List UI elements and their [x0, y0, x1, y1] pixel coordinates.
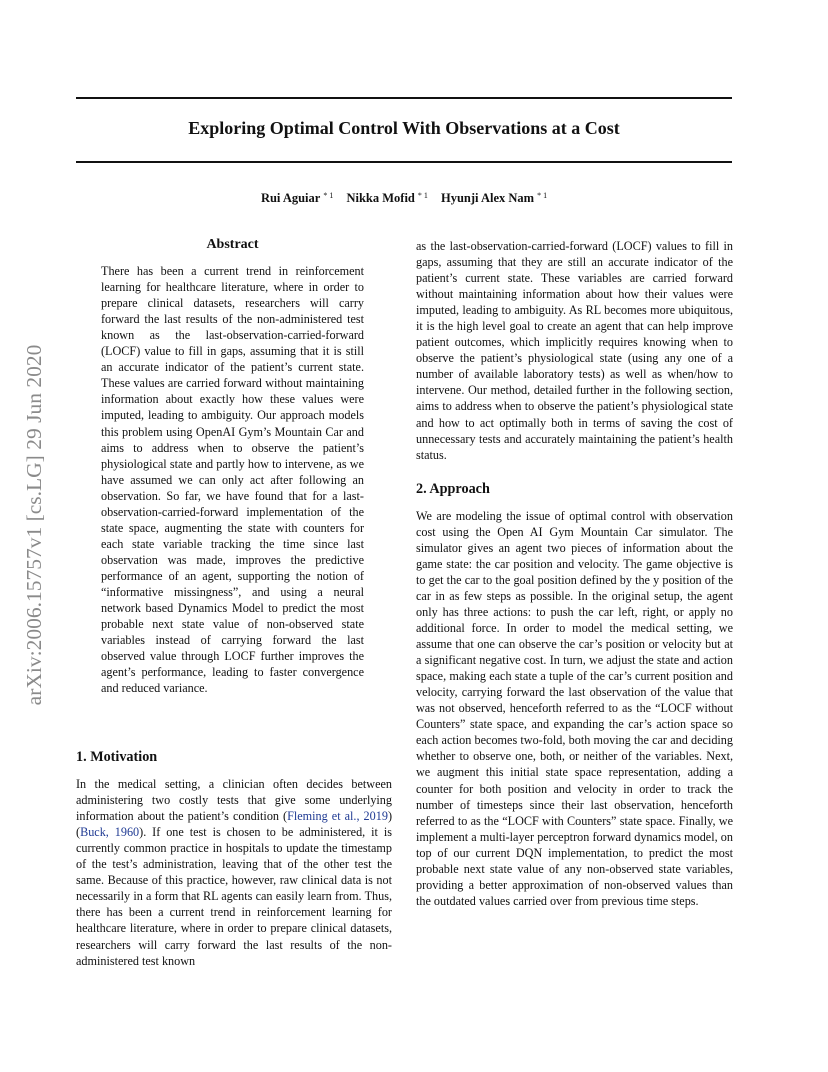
arxiv-stamp	[22, 290, 46, 760]
right-column	[416, 238, 733, 909]
abstract-text: There has been a current trend in reinforcement learning for healthcare literature, where in order to prepare clinical datasets, researchers will carry forward the last results of the non-administered test known as the last-observation-carried-forward (LOCF) value to fill in gaps, assuming that it is still an accurate indicator of the patient’s current state. These values are carried forward without maintaining information about exactly how these values were imputed, leading to ambiguity. Our approach models this problem using OpenAI Gym’s Mountain Car and aims to address when to observe the patient’s physiological state and partly how to intervene, as we have assumed we can only act after following an observation. So far, we have found that for a last-observation-carried-forward implementation of the state space, augmenting the state with counters for each state variable tracking the time since last observation was made, improves the predictive performance of an agent, supporting the notion of “informative missingness”, and using a neural network based Dynamics Model to predict the most probable next state value of non-observed state variables instead of carrying forward the last observed value through LOCF further improves the agent’s performance, leading to faster convergence and reduced variance.	[101, 264, 364, 696]
motivation-continued-text: as the last-observation-carried-forward (LOCF) values to fill in gaps, assuming that they are still an accurate indicator of the patient’s current state. These variables are carried forward without maintaining information about how their values were imputed, leading to ambiguity. As RL becomes more ubiquitous, it is the high level goal to create an agent that can help improve patient outcomes, which implicitly requires knowing when to observe the patient’s physiological state (using any one of a number of available laboratory tests) as well as when/how to intervene. Our method, detailed further in the following section, aims to address when to observe the patient’s physiological state and how to act optimally both in terms of saving the cost of unnecessary tests and accurately maintaining the patient’s health status.	[416, 239, 733, 462]
abstract-heading: Abstract	[206, 237, 259, 252]
motivation-text-part: ). If one test is chosen to be administered, it is currently common practice in hospitals to update the timestamp of the test’s administration, leaving that of the other test the same. Because of this practice, however, raw clinical data is not necessarily in a form that RL agents can easily learn from. Thus, there has been a current trend in reinforcement learning for healthcare literature, where in order to prepare clinical datasets, researchers will carry forward the last results of the non-administered test known	[76, 825, 392, 968]
citation-link-buck[interactable]: Buck, 1960	[80, 825, 140, 840]
citation-link-fleming[interactable]: Fleming et al., 2019	[287, 809, 388, 824]
motivation-heading: 1. Motivation	[76, 749, 158, 765]
author-affiliation-mark: * 1	[537, 191, 548, 200]
approach-heading: 2. Approach	[416, 480, 490, 497]
arxiv-stamp-text: arXiv:2006.15757v1 [cs.LG] 29 Jun 2020	[22, 344, 46, 706]
author-list	[76, 191, 732, 206]
motivation-section	[76, 749, 392, 969]
approach-text: We are modeling the issue of optimal control with observation cost using the Open AI Gym Mountain Car simulator. The simulator gives an agent two pieces of information about the game state: the car position and velocity. The game objective is to get the car to the goal position defined by the y position of the car in as few steps as possible. In the original setup, the agent only has three actions: to push the car left, right, or apply no additional force. In order to model the medical setting, we assume that one can observe the car’s position or velocity but at a significant negative cost. In turn, we adjust the state and action space, making each state a tuple of the car’s current position and velocity, carrying forward the last observation of the value that was not observed, henceforth referred to as the “LOCF without Counters” state space, and expanding the car’s action space so each action becomes two-fold, both moving the car and deciding whether to observe one, both, or neither of the variables. Next, we augment this initial state space representation, adding a counter for both position and velocity in order to track the number of timesteps since their last observation, henceforth referred to as the “LOCF with Counters” state space. Finally, we implement a multi-layer perceptron forward dynamics model, on top of our current DQN implementation, to predict the most probable next state value of any non-observed state variables, providing a better approximation of non-observed values than the outdated values carried over from previous time steps.	[416, 508, 733, 908]
author-3	[441, 191, 547, 205]
title-rule-bottom	[76, 161, 732, 163]
abstract-section	[101, 237, 364, 696]
author-affiliation-mark: * 1	[323, 191, 334, 200]
author-name: Nikka Mofid	[346, 191, 415, 205]
paper-title: Exploring Optimal Control With Observations at a Cost	[188, 118, 620, 138]
motivation-text-part: ) (	[76, 809, 392, 840]
author-1	[261, 191, 333, 205]
motivation-text	[76, 776, 392, 969]
author-affiliation-mark: * 1	[417, 191, 428, 200]
title-rule-top	[76, 97, 732, 99]
author-name: Rui Aguiar	[260, 191, 321, 205]
motivation-text-part: In the medical setting, a clinician often decides between administering two costly tests that give some underlying information about the patient’s condition (	[76, 777, 392, 824]
author-2	[346, 191, 427, 205]
author-name: Hyunji Alex Nam	[441, 191, 535, 205]
